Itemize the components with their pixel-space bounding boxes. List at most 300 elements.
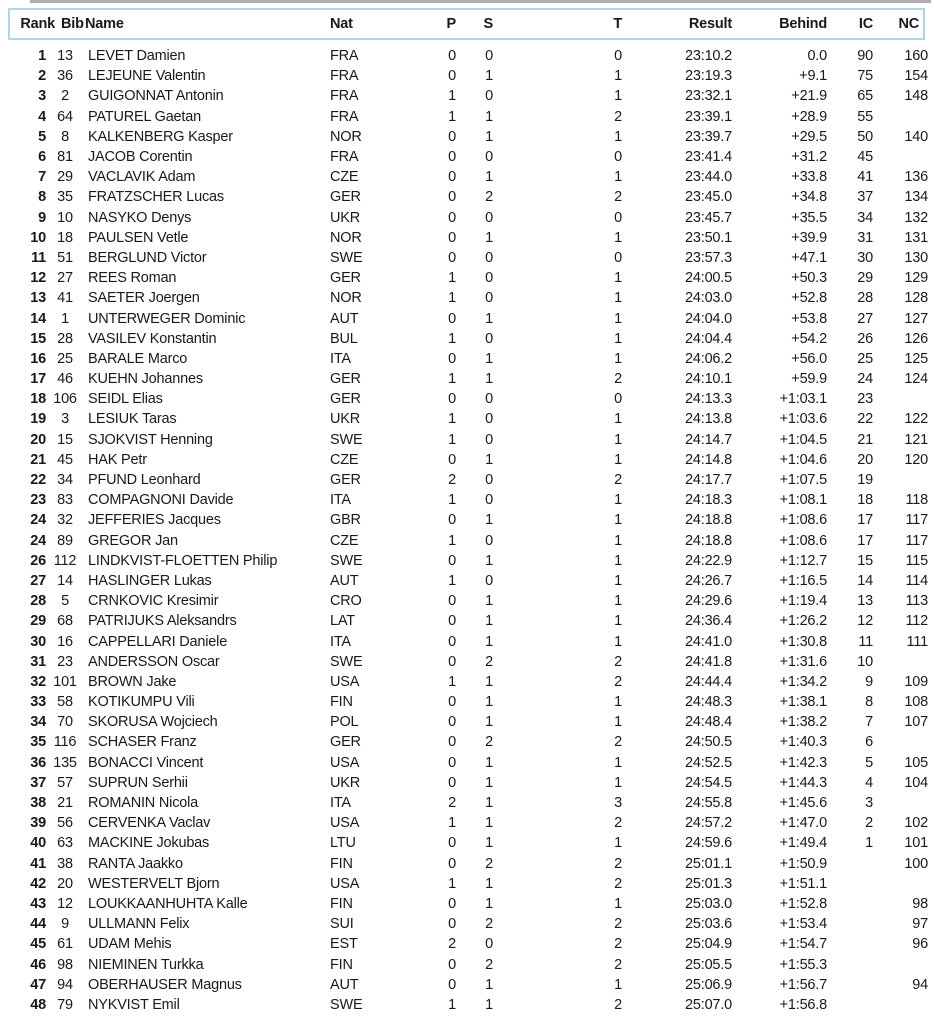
- bib-cell: 106: [53, 391, 77, 408]
- s-cell: 0: [485, 330, 493, 347]
- t-cell: 1: [614, 330, 622, 347]
- table-row: [0, 268, 928, 288]
- behind-cell: 0.0: [807, 48, 827, 65]
- result-cell: 24:26.7: [685, 572, 732, 589]
- name-cell: VACLAVIK Adam: [88, 169, 196, 186]
- nat-cell: FRA: [330, 48, 359, 65]
- table-row: [0, 995, 928, 1015]
- result-cell: 23:39.1: [685, 108, 732, 125]
- bib-cell: 8: [61, 128, 69, 145]
- table-row: [0, 127, 928, 147]
- ic-cell: 28: [857, 290, 873, 307]
- ic-cell: 41: [857, 169, 873, 186]
- p-cell: 1: [448, 875, 456, 892]
- p-cell: 1: [448, 290, 456, 307]
- p-cell: 0: [448, 956, 456, 973]
- ic-cell: 15: [857, 552, 873, 569]
- t-cell: 2: [614, 875, 622, 892]
- nat-cell: GER: [330, 189, 361, 206]
- bib-cell: 38: [57, 855, 73, 872]
- s-cell: 0: [485, 431, 493, 448]
- rank-cell: 46: [30, 956, 46, 973]
- nat-cell: FRA: [330, 68, 359, 85]
- result-cell: 25:01.1: [685, 855, 732, 872]
- p-cell: 0: [448, 653, 456, 670]
- ic-cell: 45: [857, 149, 873, 166]
- nat-cell: ITA: [330, 633, 351, 650]
- t-cell: 1: [614, 895, 622, 912]
- rank-cell: 29: [30, 613, 46, 630]
- t-cell: 2: [614, 472, 622, 489]
- table-row: [0, 531, 928, 551]
- behind-cell: +1:49.4: [779, 835, 827, 852]
- t-cell: 2: [614, 916, 622, 933]
- s-cell: 1: [485, 633, 493, 650]
- behind-cell: +1:56.7: [779, 976, 827, 993]
- ic-cell: 11: [858, 633, 873, 650]
- ic-cell: 75: [857, 68, 873, 85]
- s-cell: 1: [485, 512, 493, 529]
- s-cell: 0: [485, 411, 493, 428]
- rank-cell: 4: [38, 108, 46, 125]
- t-cell: 1: [614, 128, 622, 145]
- name-cell: LEVET Damien: [88, 48, 186, 65]
- p-cell: 1: [448, 815, 456, 832]
- t-cell: 0: [614, 48, 622, 65]
- rank-cell: 19: [30, 411, 46, 428]
- behind-cell: +1:40.3: [779, 734, 827, 751]
- result-cell: 24:52.5: [685, 754, 732, 771]
- col-header-nat: Nat: [330, 16, 353, 32]
- nat-cell: GER: [330, 270, 361, 287]
- result-cell: 23:19.3: [685, 68, 732, 85]
- p-cell: 0: [448, 552, 456, 569]
- behind-cell: +53.8: [791, 310, 827, 327]
- result-cell: 25:07.0: [685, 996, 732, 1013]
- p-cell: 2: [448, 472, 456, 489]
- result-cell: 24:36.4: [685, 613, 732, 630]
- bib-cell: 57: [57, 774, 73, 791]
- nat-cell: POL: [330, 714, 359, 731]
- ic-cell: 29: [857, 270, 873, 287]
- bib-cell: 64: [57, 108, 73, 125]
- p-cell: 0: [448, 209, 456, 226]
- s-cell: 0: [485, 48, 493, 65]
- bib-cell: 15: [57, 431, 73, 448]
- bib-cell: 18: [57, 229, 73, 246]
- s-cell: 0: [485, 270, 493, 287]
- s-cell: 0: [485, 88, 493, 105]
- name-cell: BERGLUND Victor: [88, 249, 207, 266]
- bib-cell: 10: [57, 209, 73, 226]
- nat-cell: USA: [330, 673, 360, 690]
- nc-cell: 104: [904, 774, 928, 791]
- nat-cell: UKR: [330, 411, 361, 428]
- p-cell: 2: [448, 936, 456, 953]
- behind-cell: +1:12.7: [779, 552, 827, 569]
- s-cell: 0: [485, 149, 493, 166]
- nat-cell: SWE: [330, 653, 363, 670]
- bib-cell: 116: [53, 734, 77, 751]
- table-row: [0, 329, 928, 349]
- nat-cell: SWE: [330, 431, 363, 448]
- s-cell: 1: [485, 815, 493, 832]
- name-cell: NIEMINEN Turkka: [88, 956, 204, 973]
- nat-cell: LTU: [330, 835, 356, 852]
- rank-cell: 10: [30, 229, 46, 246]
- p-cell: 0: [448, 68, 456, 85]
- p-cell: 0: [448, 754, 456, 771]
- name-cell: BONACCI Vincent: [88, 754, 204, 771]
- p-cell: 0: [448, 249, 456, 266]
- rank-cell: 41: [30, 855, 46, 872]
- table-row: [0, 187, 928, 207]
- table-row: [0, 551, 928, 571]
- behind-cell: +1:45.6: [779, 795, 827, 812]
- name-cell: SCHASER Franz: [88, 734, 197, 751]
- p-cell: 1: [448, 673, 456, 690]
- result-cell: 25:06.9: [685, 976, 732, 993]
- s-cell: 2: [485, 653, 493, 670]
- bib-cell: 46: [57, 371, 73, 388]
- name-cell: BARALE Marco: [88, 350, 188, 367]
- table-row: [0, 349, 928, 369]
- nat-cell: FIN: [330, 895, 353, 912]
- rank-cell: 47: [30, 976, 46, 993]
- s-cell: 1: [485, 229, 493, 246]
- name-cell: GREGOR Jan: [88, 532, 178, 549]
- t-cell: 1: [614, 451, 622, 468]
- table-row: [0, 46, 928, 66]
- rank-cell: 39: [30, 815, 46, 832]
- name-cell: COMPAGNONI Davide: [88, 492, 234, 509]
- s-cell: 1: [485, 875, 493, 892]
- table-row: [0, 66, 928, 86]
- behind-cell: +29.5: [791, 128, 827, 145]
- name-cell: PATRIJUKS Aleksandrs: [88, 613, 237, 630]
- col-header-rank: Rank: [20, 16, 55, 32]
- table-row: [0, 571, 928, 591]
- t-cell: 1: [614, 552, 622, 569]
- name-cell: PATUREL Gaetan: [88, 108, 201, 125]
- nat-cell: SWE: [330, 249, 363, 266]
- table-row: [0, 975, 928, 995]
- nc-cell: 124: [904, 371, 928, 388]
- s-cell: 0: [485, 572, 493, 589]
- nc-cell: 140: [904, 128, 928, 145]
- ic-cell: 27: [857, 310, 873, 327]
- result-cell: 23:32.1: [685, 88, 732, 105]
- behind-cell: +1:54.7: [779, 936, 827, 953]
- nc-cell: 118: [905, 492, 928, 509]
- col-header-ic: IC: [858, 16, 873, 32]
- p-cell: 0: [448, 855, 456, 872]
- s-cell: 1: [485, 835, 493, 852]
- behind-cell: +1:34.2: [779, 673, 827, 690]
- nat-cell: FRA: [330, 108, 359, 125]
- nat-cell: USA: [330, 875, 360, 892]
- p-cell: 0: [448, 149, 456, 166]
- bib-cell: 25: [57, 350, 73, 367]
- rank-cell: 21: [30, 451, 46, 468]
- rank-cell: 9: [38, 209, 46, 226]
- t-cell: 1: [614, 714, 622, 731]
- p-cell: 0: [448, 189, 456, 206]
- behind-cell: +1:52.8: [779, 895, 827, 912]
- name-cell: PFUND Leonhard: [88, 472, 201, 489]
- ic-cell: 90: [857, 48, 873, 65]
- rank-cell: 22: [30, 472, 46, 489]
- nc-cell: 128: [904, 290, 928, 307]
- ic-cell: 30: [857, 249, 873, 266]
- t-cell: 2: [614, 936, 622, 953]
- t-cell: 1: [614, 633, 622, 650]
- nat-cell: CRO: [330, 593, 362, 610]
- nc-cell: 113: [905, 593, 928, 610]
- name-cell: REES Roman: [88, 270, 177, 287]
- bib-cell: 51: [57, 249, 73, 266]
- behind-cell: +1:03.1: [779, 391, 827, 408]
- s-cell: 2: [485, 916, 493, 933]
- t-cell: 0: [614, 249, 622, 266]
- table-row: [0, 490, 928, 510]
- behind-cell: +1:56.8: [779, 996, 827, 1013]
- behind-cell: +1:26.2: [779, 613, 827, 630]
- result-cell: 23:45.7: [685, 209, 732, 226]
- t-cell: 2: [614, 653, 622, 670]
- p-cell: 0: [448, 714, 456, 731]
- ic-cell: 50: [857, 128, 873, 145]
- rank-cell: 38: [30, 795, 46, 812]
- rank-cell: 20: [30, 431, 46, 448]
- result-cell: 24:14.7: [685, 431, 732, 448]
- rank-cell: 48: [30, 996, 46, 1013]
- table-row: [0, 369, 928, 389]
- name-cell: ULLMANN Felix: [88, 916, 190, 933]
- s-cell: 1: [485, 593, 493, 610]
- s-cell: 0: [485, 249, 493, 266]
- s-cell: 1: [485, 774, 493, 791]
- t-cell: 1: [614, 310, 622, 327]
- s-cell: 0: [485, 290, 493, 307]
- table-row: [0, 874, 928, 894]
- t-cell: 1: [614, 431, 622, 448]
- t-cell: 2: [614, 108, 622, 125]
- bib-cell: 135: [53, 754, 77, 771]
- ic-cell: 65: [857, 88, 873, 105]
- name-cell: ROMANIN Nicola: [88, 795, 198, 812]
- t-cell: 0: [614, 149, 622, 166]
- table-row: [0, 409, 928, 429]
- bib-cell: 36: [57, 68, 73, 85]
- result-cell: 24:18.8: [685, 512, 732, 529]
- bib-cell: 9: [61, 916, 69, 933]
- rank-cell: 7: [38, 169, 46, 186]
- name-cell: SKORUSA Wojciech: [88, 714, 218, 731]
- behind-cell: +1:51.1: [779, 875, 827, 892]
- name-cell: SAETER Joergen: [88, 290, 200, 307]
- nat-cell: FRA: [330, 88, 359, 105]
- rank-cell: 15: [30, 330, 46, 347]
- name-cell: RANTA Jaakko: [88, 855, 183, 872]
- p-cell: 0: [448, 229, 456, 246]
- behind-cell: +52.8: [791, 290, 827, 307]
- result-cell: 23:10.2: [685, 48, 732, 65]
- t-cell: 1: [614, 754, 622, 771]
- nc-cell: 115: [905, 552, 928, 569]
- behind-cell: +28.9: [791, 108, 827, 125]
- bib-cell: 1: [61, 310, 69, 327]
- s-cell: 1: [485, 673, 493, 690]
- ic-cell: 22: [857, 411, 873, 428]
- ic-cell: 12: [857, 613, 873, 630]
- nc-cell: 148: [904, 88, 928, 105]
- t-cell: 1: [614, 976, 622, 993]
- nat-cell: ITA: [330, 795, 351, 812]
- ic-cell: 18: [857, 492, 873, 509]
- s-cell: 2: [485, 189, 493, 206]
- name-cell: OBERHAUSER Magnus: [88, 976, 242, 993]
- ic-cell: 20: [857, 451, 873, 468]
- col-header-p: P: [446, 16, 456, 32]
- behind-cell: +1:38.1: [779, 694, 827, 711]
- result-cell: 24:50.5: [685, 734, 732, 751]
- nat-cell: AUT: [330, 976, 359, 993]
- behind-cell: +56.0: [791, 350, 827, 367]
- name-cell: HASLINGER Lukas: [88, 572, 212, 589]
- behind-cell: +9.1: [799, 68, 827, 85]
- nat-cell: GER: [330, 391, 361, 408]
- table-row: [0, 248, 928, 268]
- result-cell: 24:29.6: [685, 593, 732, 610]
- table-row: [0, 86, 928, 106]
- t-cell: 2: [614, 956, 622, 973]
- table-row: [0, 308, 928, 328]
- result-cell: 23:41.4: [685, 149, 732, 166]
- name-cell: CRNKOVIC Kresimir: [88, 593, 219, 610]
- p-cell: 0: [448, 391, 456, 408]
- ic-cell: 17: [857, 512, 873, 529]
- result-cell: 24:57.2: [685, 815, 732, 832]
- result-cell: 23:50.1: [685, 229, 732, 246]
- behind-cell: +1:50.9: [779, 855, 827, 872]
- name-cell: NYKVIST Emil: [88, 996, 180, 1013]
- t-cell: 1: [614, 694, 622, 711]
- nat-cell: AUT: [330, 310, 359, 327]
- rank-cell: 33: [30, 694, 46, 711]
- rank-cell: 28: [30, 593, 46, 610]
- result-cell: 24:03.0: [685, 290, 732, 307]
- ic-cell: 1: [865, 835, 873, 852]
- p-cell: 0: [448, 310, 456, 327]
- ic-cell: 23: [857, 391, 873, 408]
- bib-cell: 94: [57, 976, 73, 993]
- behind-cell: +1:04.5: [779, 431, 827, 448]
- ic-cell: 25: [857, 350, 873, 367]
- t-cell: 0: [614, 391, 622, 408]
- nat-cell: AUT: [330, 572, 359, 589]
- rank-cell: 6: [38, 149, 46, 166]
- nat-cell: USA: [330, 815, 360, 832]
- nc-cell: 101: [904, 835, 928, 852]
- t-cell: 1: [614, 492, 622, 509]
- col-header-name: Name: [85, 16, 124, 32]
- bib-cell: 21: [57, 795, 73, 812]
- nat-cell: FIN: [330, 694, 353, 711]
- result-cell: 25:04.9: [685, 936, 732, 953]
- name-cell: BROWN Jake: [88, 673, 177, 690]
- ic-cell: 37: [857, 189, 873, 206]
- name-cell: LINDKVIST-FLOETTEN Philip: [88, 552, 278, 569]
- nc-cell: 136: [904, 169, 928, 186]
- nc-cell: 131: [904, 229, 928, 246]
- rank-cell: 32: [30, 673, 46, 690]
- nc-cell: 111: [906, 633, 928, 650]
- name-cell: VASILEV Konstantin: [88, 330, 217, 347]
- name-cell: FRATZSCHER Lucas: [88, 189, 224, 206]
- name-cell: HAK Petr: [88, 451, 147, 468]
- t-cell: 2: [614, 815, 622, 832]
- nat-cell: CZE: [330, 451, 359, 468]
- result-cell: 24:04.0: [685, 310, 732, 327]
- rank-cell: 13: [30, 290, 46, 307]
- nat-cell: GBR: [330, 512, 361, 529]
- behind-cell: +1:03.6: [779, 411, 827, 428]
- p-cell: 0: [448, 633, 456, 650]
- bib-cell: 29: [57, 169, 73, 186]
- result-cell: 25:03.6: [685, 916, 732, 933]
- behind-cell: +1:08.6: [779, 532, 827, 549]
- s-cell: 1: [485, 714, 493, 731]
- nat-cell: ITA: [330, 350, 351, 367]
- result-cell: 24:14.8: [685, 451, 732, 468]
- s-cell: 1: [485, 350, 493, 367]
- rank-cell: 40: [30, 835, 46, 852]
- bib-cell: 27: [57, 270, 73, 287]
- s-cell: 1: [485, 108, 493, 125]
- table-row: [0, 470, 928, 490]
- rank-cell: 45: [30, 936, 46, 953]
- nat-cell: SUI: [330, 916, 354, 933]
- rank-cell: 14: [30, 310, 46, 327]
- t-cell: 1: [614, 290, 622, 307]
- s-cell: 1: [485, 976, 493, 993]
- rank-cell: 16: [30, 350, 46, 367]
- nc-cell: 126: [904, 330, 928, 347]
- bib-cell: 101: [53, 673, 77, 690]
- result-cell: 24:54.5: [685, 774, 732, 791]
- nat-cell: FIN: [330, 855, 353, 872]
- ic-cell: 26: [857, 330, 873, 347]
- rank-cell: 18: [30, 391, 46, 408]
- t-cell: 2: [614, 189, 622, 206]
- result-cell: 25:05.5: [685, 956, 732, 973]
- ic-cell: 5: [865, 754, 873, 771]
- behind-cell: +1:04.6: [779, 451, 827, 468]
- rank-cell: 1: [38, 48, 46, 65]
- rank-cell: 2: [38, 68, 46, 85]
- p-cell: 0: [448, 48, 456, 65]
- col-header-result: Result: [688, 16, 732, 32]
- s-cell: 2: [485, 855, 493, 872]
- nc-cell: 114: [905, 572, 928, 589]
- ic-cell: 7: [865, 714, 873, 731]
- t-cell: 1: [614, 68, 622, 85]
- table-row: [0, 430, 928, 450]
- name-cell: JACOB Corentin: [88, 149, 193, 166]
- s-cell: 0: [485, 472, 493, 489]
- table-row: [0, 652, 928, 672]
